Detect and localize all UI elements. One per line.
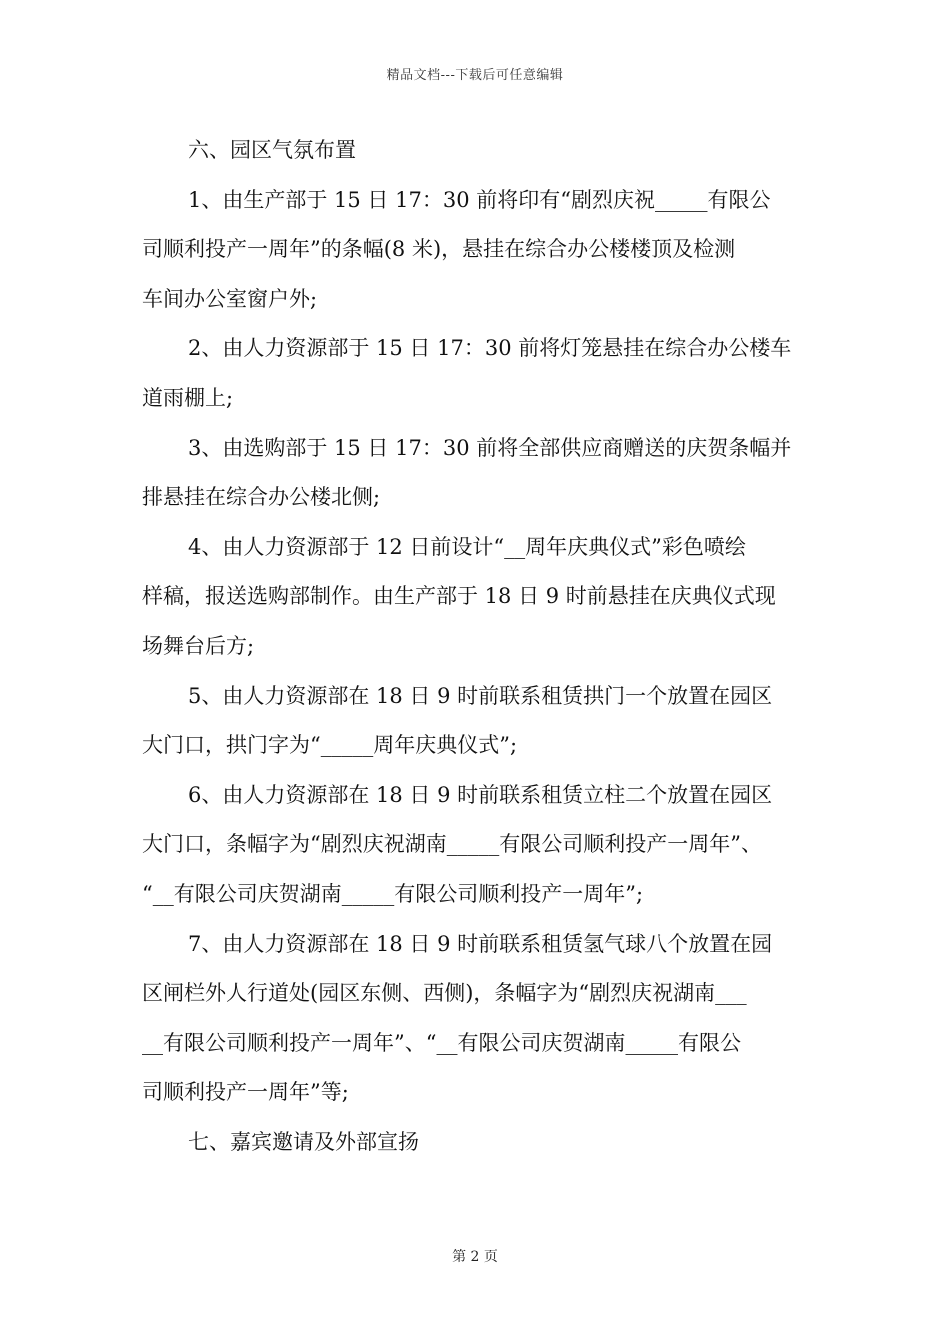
paragraph-line: 场舞台后方; — [142, 633, 255, 658]
paragraph-line: 大门口，拱门字为“_____周年庆典仪式”; — [142, 733, 518, 758]
page-header: 精品文档---下载后可任意编辑 — [386, 68, 564, 83]
paragraph-line: 道雨棚上; — [142, 385, 234, 410]
section-heading-six: 六、园区气氛布置 — [188, 138, 356, 162]
paragraph-line: 3、由选购部于 15 日 17：30 前将全部供应商赠送的庆贺条幅并 — [188, 435, 792, 460]
section-heading-seven: 七、嘉宾邀请及外部宣扬 — [188, 1129, 419, 1154]
paragraph-line: 4、由人力资源部于 12 日前设计“__周年庆典仪式”彩色喷绘 — [188, 534, 746, 559]
paragraph-line: 5、由人力资源部在 18 日 9 时前联系租赁拱门一个放置在园区 — [188, 683, 773, 708]
paragraph-line: __有限公司顺利投产一周年”、“__有限公司庆贺湖南_____有限公 — [142, 1030, 741, 1055]
paragraph-line: “__有限公司庆贺湖南_____有限公司顺利投产一周年”; — [142, 881, 644, 906]
document-body — [142, 126, 812, 1167]
paragraph-line: 1、由生产部于 15 日 17：30 前将印有“剧烈庆祝_____有限公 — [188, 187, 771, 212]
paragraph-line: 7、由人力资源部在 18 日 9 时前联系租赁氢气球八个放置在园 — [188, 931, 773, 956]
paragraph-line: 司顺利投产一周年”的条幅(8 米)，悬挂在综合办公楼楼顶及检测 — [142, 237, 736, 262]
paragraph-line: 司顺利投产一周年”等; — [142, 1080, 349, 1105]
paragraph-line: 区闸栏外人行道处(园区东侧、西侧)，条幅字为“剧烈庆祝湖南___ — [142, 981, 747, 1006]
page-number: 第 2 页 — [452, 1249, 498, 1265]
paragraph-line: 车间办公室窗户外; — [142, 286, 318, 311]
paragraph-line: 2、由人力资源部于 15 日 17：30 前将灯笼悬挂在综合办公楼车 — [188, 336, 792, 361]
paragraph-line: 样稿，报送选购部制作。由生产部于 18 日 9 时前悬挂在庆典仪式现 — [142, 584, 776, 609]
paragraph-line: 大门口，条幅字为“剧烈庆祝湖南_____有限公司顺利投产一周年”、 — [142, 832, 762, 857]
paragraph-line: 排悬挂在综合办公楼北侧; — [142, 485, 381, 510]
paragraph-line: 6、由人力资源部在 18 日 9 时前联系租赁立柱二个放置在园区 — [188, 782, 773, 807]
